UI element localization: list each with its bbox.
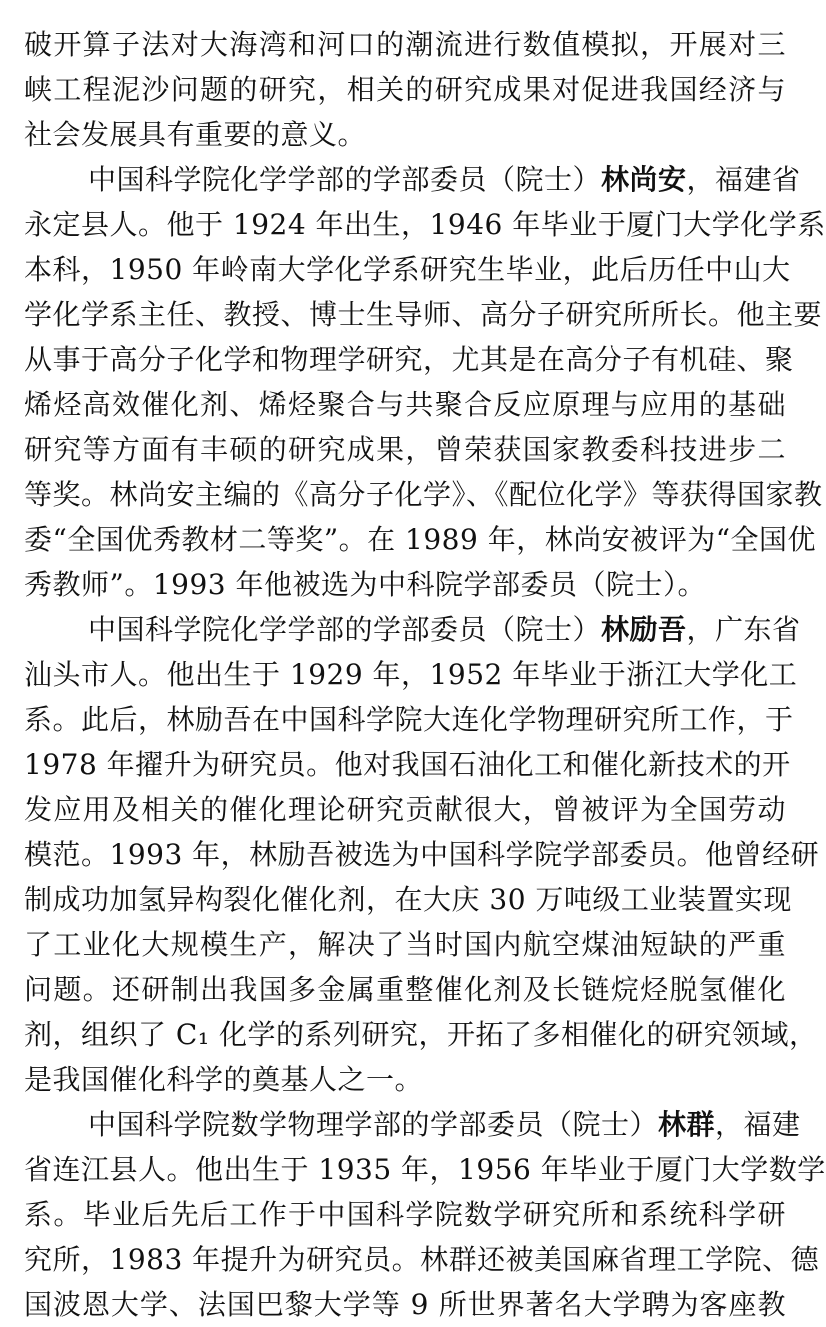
text-line: 模范。1993 年，林励吾被选为中国科学院学部委员。他曾经研 [24, 838, 820, 871]
text-line: 系。此后，林励吾在中国科学院大连化学物理研究所工作，于 [24, 703, 794, 736]
text-line: 永定县人。他于 1924 年出生，1946 年毕业于厦门大学化学系 [24, 208, 826, 241]
text-line: 系。毕业后先后工作于中国科学院数学研究所和系统科学研 [24, 1198, 786, 1231]
text-line: 秀教师”。1993 年他被选为中科院学部委员（院士）。 [24, 568, 706, 601]
lead-text: 中国科学院数学物理学部的学部委员（院士） [88, 1108, 659, 1141]
lead-tail: ，福建省 [686, 163, 801, 196]
text-line: 本科，1950 年岭南大学化学系研究生毕业，此后历任中山大 [24, 253, 791, 286]
lead-tail: ，广东省 [686, 613, 801, 646]
text-line: 了工业化大规模生产，解决了当时国内航空煤油短缺的严重 [24, 928, 786, 961]
text-line: 剂，组织了 C₁ 化学的系列研究，开拓了多相催化的研究领域， [24, 1018, 818, 1051]
text-line: 问题。还研制出我国多金属重整催化剂及长链烷烃脱氢催化 [24, 973, 786, 1006]
text-line: 是我国催化科学的奠基人之一。 [24, 1063, 424, 1096]
text-line: 究所，1983 年提升为研究员。林群还被美国麻省理工学院、德 [24, 1243, 820, 1276]
text-line: 制成功加氢异构裂化催化剂，在大庆 30 万吨级工业装置实现 [24, 883, 792, 916]
person-name: 林励吾 [601, 613, 687, 646]
text-line: 烯烃高效催化剂、烯烃聚合与共聚合反应原理与应用的基础 [24, 388, 786, 421]
paragraph-lead-line [88, 157, 801, 202]
person-name: 林尚安 [601, 163, 687, 196]
lead-tail: ，福建 [715, 1108, 801, 1141]
text-line: 省连江县人。他出生于 1935 年，1956 年毕业于厦门大学数学 [24, 1153, 826, 1186]
text-line: 峡工程泥沙问题的研究，相关的研究成果对促进我国经济与 [24, 73, 786, 106]
text-line: 等奖。林尚安主编的《高分子化学》、《配位化学》等获得国家教 [24, 478, 823, 511]
text-line: 1978 年擢升为研究员。他对我国石油化工和催化新技术的开 [24, 748, 791, 781]
text-line: 从事于高分子化学和物理学研究，尤其是在高分子有机硅、聚 [24, 343, 794, 376]
text-line: 发应用及相关的催化理论研究贡献很大，曾被评为全国劳动 [24, 793, 786, 826]
text-line: 破开算子法对大海湾和河口的潮流进行数值模拟，开展对三 [24, 28, 786, 61]
text-line: 学化学系主任、教授、博士生导师、高分子研究所所长。他主要 [24, 298, 823, 331]
paragraph-lead-line [88, 1102, 801, 1147]
text-line: 汕头市人。他出生于 1929 年，1952 年毕业于浙江大学化工 [24, 658, 798, 691]
text-line: 社会发展具有重要的意义。 [24, 118, 367, 151]
person-name: 林群 [658, 1108, 716, 1141]
lead-text: 中国科学院化学学部的学部委员（院士） [88, 613, 602, 646]
lead-text: 中国科学院化学学部的学部委员（院士） [88, 163, 602, 196]
paragraph-lead-line [88, 607, 801, 652]
text-line: 国波恩大学、法国巴黎大学等 9 所世界著名大学聘为客座教 [24, 1288, 786, 1321]
text-line: 研究等方面有丰硕的研究成果，曾荣获国家教委科技进步二 [24, 433, 786, 466]
text-line: 委“全国优秀教材二等奖”。在 1989 年，林尚安被评为“全国优 [24, 523, 817, 556]
